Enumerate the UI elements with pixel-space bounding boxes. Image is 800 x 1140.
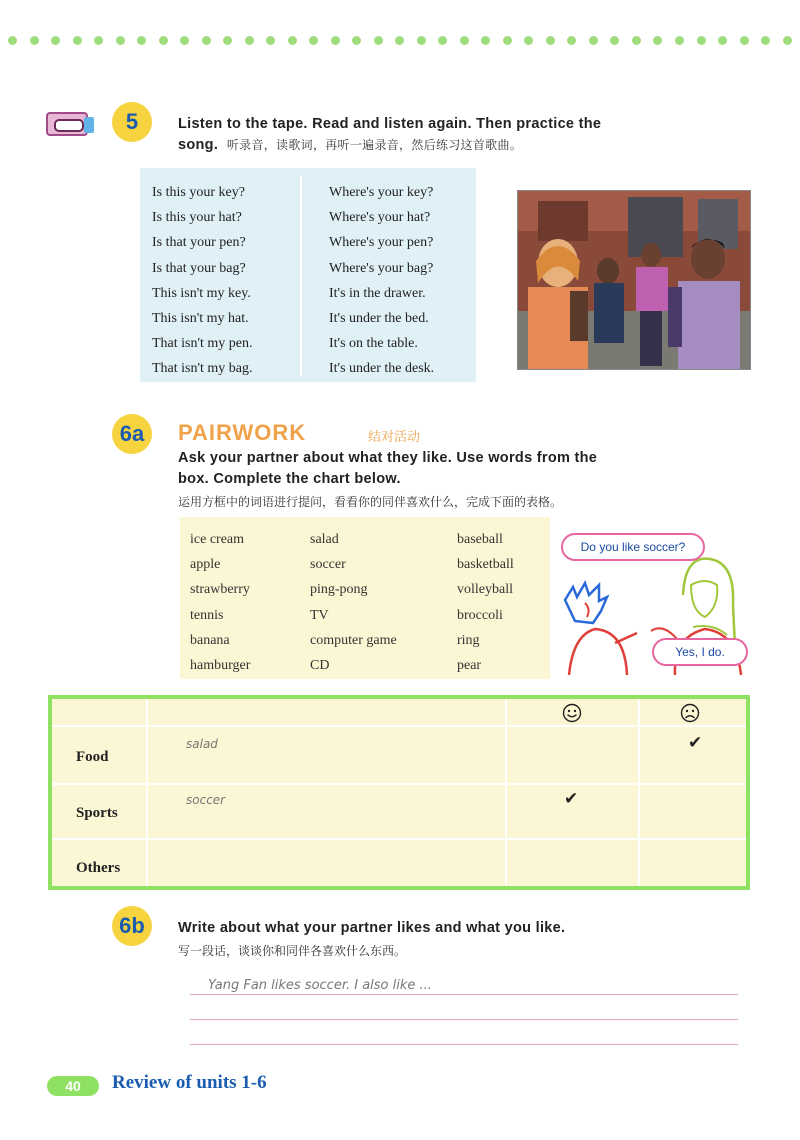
song-line: That isn't my bag.	[152, 361, 253, 377]
word-item: broccoli	[457, 607, 503, 623]
students-photo	[517, 190, 751, 370]
border-dot	[761, 36, 770, 45]
writing-line	[190, 1019, 738, 1020]
song-line: Where's your bag?	[329, 260, 434, 276]
border-dot	[567, 36, 576, 45]
word-item: computer game	[310, 632, 397, 648]
section-5-instruction	[178, 114, 601, 156]
border-dot	[589, 36, 598, 45]
song-line: Where's your pen?	[329, 235, 434, 251]
border-dot	[266, 36, 275, 45]
section-6b-instruction-cn: 写一段话，谈谈你和同伴各喜欢什么东西。	[178, 944, 407, 958]
border-dot	[51, 36, 60, 45]
word-item: ping-pong	[310, 582, 368, 598]
section-5-instruction-line2: song.	[178, 137, 219, 153]
word-item: baseball	[457, 532, 503, 547]
border-dot	[503, 36, 512, 45]
row-label-others: Others	[76, 860, 121, 876]
word-item: TV	[310, 607, 329, 623]
border-dot	[632, 36, 641, 45]
writing-example: Yang Fan likes soccer. I also like ...	[208, 978, 432, 993]
song-line: It's in the drawer.	[329, 285, 426, 301]
word-item: strawberry	[190, 582, 250, 598]
border-dot	[137, 36, 146, 45]
word-item: salad	[310, 532, 339, 547]
border-dot	[438, 36, 447, 45]
sports-entry: soccer	[186, 793, 226, 807]
border-dot	[180, 36, 189, 45]
border-dot	[610, 36, 619, 45]
word-column-1	[190, 527, 250, 678]
border-dot	[30, 36, 39, 45]
border-dot	[718, 36, 727, 45]
writing-line	[190, 994, 738, 995]
border-dot	[697, 36, 706, 45]
speech-bubble-answer: Yes, I do.	[652, 638, 748, 666]
word-item: tennis	[190, 607, 224, 623]
pairwork-cartoon	[555, 525, 760, 675]
song-lyrics-box	[140, 168, 476, 382]
likes-chart-table	[48, 695, 750, 890]
table-column-divider	[638, 699, 640, 886]
word-item: ice cream	[190, 532, 245, 547]
song-left-column	[152, 180, 253, 382]
table-column-divider	[505, 699, 507, 886]
border-dot	[331, 36, 340, 45]
border-dot	[288, 36, 297, 45]
border-dot	[524, 36, 533, 45]
top-dot-border	[8, 36, 792, 48]
section-6a-number: 6a	[112, 414, 152, 454]
border-dot	[73, 36, 82, 45]
table-row-divider	[52, 838, 746, 840]
section-6a-instruction-line2: box. Complete the chart below.	[178, 471, 401, 487]
word-box	[180, 517, 550, 679]
border-dot	[8, 36, 17, 45]
border-dot	[740, 36, 749, 45]
word-item: soccer	[310, 557, 346, 573]
border-dot	[202, 36, 211, 45]
speech-bubble-question: Do you like soccer?	[561, 533, 705, 561]
border-dot	[783, 36, 792, 45]
check-mark-food-dislike: ✔	[688, 733, 703, 753]
border-dot	[417, 36, 426, 45]
song-right-column	[329, 180, 434, 382]
song-line: It's on the table.	[329, 336, 418, 352]
song-line: That isn't my pen.	[152, 336, 253, 352]
word-item: apple	[190, 557, 221, 573]
page-number: 40	[47, 1076, 99, 1096]
word-item: CD	[310, 657, 330, 673]
row-label-food: Food	[76, 749, 109, 765]
table-row-divider	[52, 783, 746, 785]
song-line: It's under the bed.	[329, 310, 429, 326]
song-line: Is this your hat?	[152, 210, 242, 226]
border-dot	[460, 36, 469, 45]
song-line: Is this your key?	[152, 185, 245, 200]
section-6a-instruction-cn: 运用方框中的词语进行提问，看看你的同伴喜欢什么，完成下面的表格。	[178, 495, 563, 509]
word-column-2	[310, 527, 397, 678]
border-dot	[395, 36, 404, 45]
section-5-number: 5	[112, 102, 152, 142]
section-5-instruction-line1: Listen to the tape. Read and listen again. Then practice the	[178, 116, 602, 132]
border-dot	[159, 36, 168, 45]
border-dot	[546, 36, 555, 45]
check-mark-sports-like: ✔	[564, 789, 579, 809]
smiley-face-icon	[562, 703, 582, 723]
song-line: This isn't my key.	[152, 285, 251, 301]
border-dot	[352, 36, 361, 45]
section-6b-instruction: Write about what your partner likes and what you like.	[178, 920, 566, 936]
border-dot	[374, 36, 383, 45]
section-6a-instruction	[178, 448, 597, 490]
border-dot	[223, 36, 232, 45]
pairwork-heading: PAIRWORK	[178, 420, 307, 445]
section-5-instruction-cn: 听录音，读歌词，再听一遍录音，然后练习这首歌曲。	[226, 138, 523, 152]
song-line: Where's your key?	[329, 185, 434, 200]
table-row-divider	[52, 725, 746, 727]
word-column-3	[457, 527, 514, 678]
border-dot	[675, 36, 684, 45]
border-dot	[481, 36, 490, 45]
word-item: banana	[190, 632, 230, 648]
border-dot	[309, 36, 318, 45]
footer-title: Review of units 1-6	[112, 1072, 267, 1093]
word-item: pear	[457, 657, 482, 673]
border-dot	[653, 36, 662, 45]
row-label-sports: Sports	[76, 805, 118, 821]
writing-line	[190, 1044, 738, 1045]
song-line: This isn't my hat.	[152, 310, 249, 326]
section-6b-number: 6b	[112, 906, 152, 946]
border-dot	[94, 36, 103, 45]
food-entry: salad	[186, 737, 218, 751]
song-line: It's under the desk.	[329, 361, 435, 377]
word-item: basketball	[457, 557, 514, 573]
table-column-divider	[146, 699, 148, 886]
song-line: Is that your bag?	[152, 260, 246, 276]
border-dot	[245, 36, 254, 45]
pairwork-heading-cn: 结对活动	[368, 429, 421, 444]
border-dot	[116, 36, 125, 45]
word-item: ring	[457, 632, 480, 648]
frowny-face-icon	[680, 703, 700, 723]
song-line: Where's your hat?	[329, 210, 431, 226]
word-item: hamburger	[190, 657, 251, 673]
section-6a-instruction-line1: Ask your partner about what they like. Use words from the	[178, 450, 598, 466]
song-line: Is that your pen?	[152, 235, 246, 251]
song-divider	[300, 176, 302, 376]
word-item: volleyball	[457, 582, 513, 598]
cassette-tape-icon	[46, 112, 88, 136]
